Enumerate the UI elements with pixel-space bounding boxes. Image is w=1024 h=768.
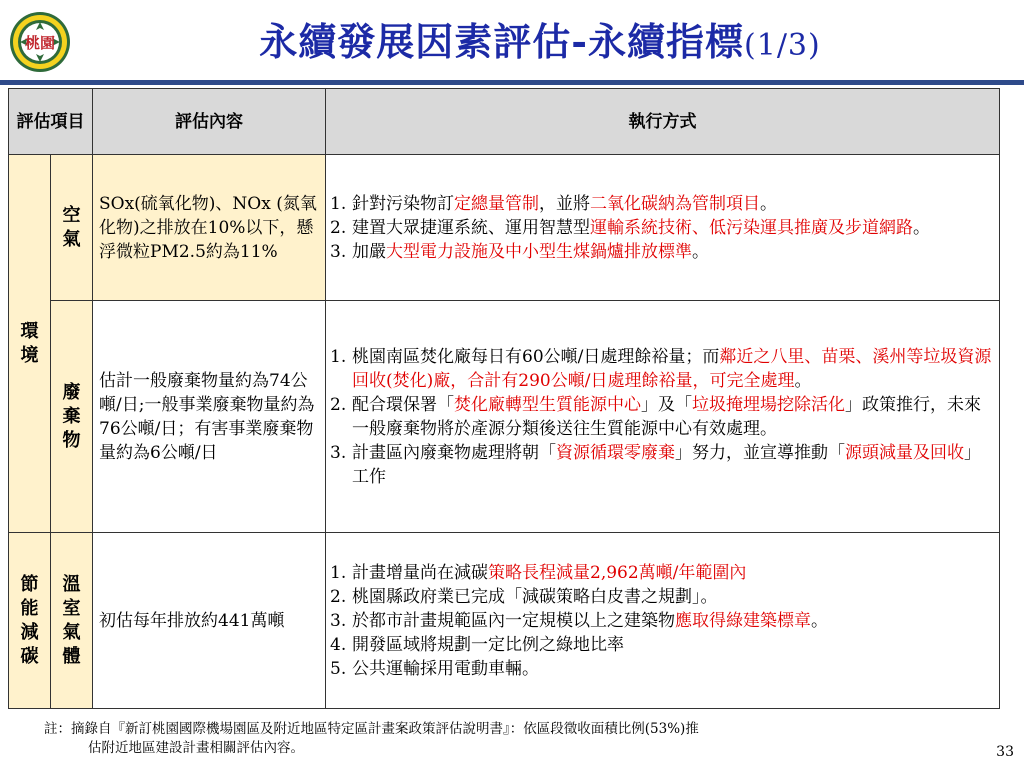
footnote-line-1: 註：摘錄自『新訂桃園國際機場園區及附近地區特定區計畫案政策評估說明書』：依區段徵收面積比例(53%)推 [44,721,699,737]
list-item-text: 。 [794,370,812,391]
header-item: 評估項目 [9,89,93,155]
list-item [330,561,995,585]
table-header-row [9,89,1000,155]
list-item [330,441,995,489]
category-char: 體 [62,645,81,667]
list-item-text: 公共運輸採用電動車輛。 [352,658,539,679]
highlighted-text: 源頭減量及回收 [845,442,964,463]
category-char: 氣 [62,621,81,643]
method-list [330,561,995,681]
category-char: 能 [20,597,39,619]
list-item-text: 桃園縣政府業已完成「減碳策略白皮書之規劃」。 [352,586,718,607]
highlighted-text: 策略長程減量2,962萬噸/年範圍內 [488,562,747,583]
category-char: 溫 [62,573,81,595]
highlighted-text: 鄰近之八里、苗栗、溪州等垃圾資源回收(焚化)廠，合計有290公噸/日處理餘裕量，可完全處理 [352,346,992,391]
title-main: 永續發展因素評估-永續指標 [259,19,745,64]
slide-title [90,14,990,70]
list-item [330,192,995,216]
list-item-number: 2. [330,217,347,238]
list-item [330,240,995,264]
category-char: 減 [20,621,39,643]
list-item-text: 。 [913,217,930,238]
list-item [330,657,995,681]
list-item-number: 1. [330,193,347,214]
page-number: 33 [996,744,1014,760]
list-item-number: 2. [330,586,347,607]
category-char: 境 [20,344,39,366]
list-item-number: 1. [330,346,347,367]
content-cell: SOx(硫氧化物)、NOx (氮氧化物)之排放在10%以下，懸浮微粒PM2.5約為11% [93,155,326,301]
highlighted-text: 定總量管制 [454,193,539,214]
list-item-text: 桃園南區焚化廠每日有60公噸/日處理餘裕量；而 [352,346,720,367]
list-item-text: 計畫增量尚在減碳 [352,562,488,583]
list-item-text: 加嚴 [352,241,386,262]
list-item-text: 配合環保署「 [352,394,454,415]
method-list [330,345,995,489]
method-cell [326,301,1000,533]
list-item-text: 」及「 [641,394,692,415]
subcategory-label [54,573,89,669]
list-item [330,345,995,393]
header-content: 評估內容 [93,89,326,155]
table-row [9,533,1000,709]
list-item-number: 4. [330,634,347,655]
category-char: 室 [62,597,81,619]
evaluation-table [8,88,1000,709]
category-energy-saving [9,533,51,709]
list-item-number: 1. [330,562,347,583]
category-char: 碳 [20,645,39,667]
list-item [330,609,995,633]
highlighted-text: 垃圾掩埋場挖除活化 [692,394,845,415]
subcategory-label [54,381,89,453]
category-environment [9,155,51,533]
taoyuan-logo-icon [8,10,72,74]
method-list [330,192,995,264]
highlighted-text: 二氧化碳納為管制項目 [590,193,760,214]
list-item-text: 。 [760,193,777,214]
content-cell: 估計一般廢棄物量約為74公噸/日;一般事業廢棄物量約為76公噸/日；有害事業廢棄物量約為6公噸/日 [93,301,326,533]
list-item [330,585,995,609]
list-item-text: 」政策推行，未來一般廢棄物將於產源分類後送往生質能源中心有效處理。 [352,394,981,439]
list-item-number: 3. [330,610,347,631]
list-item-text: 。 [811,610,828,631]
subcategory-air [51,155,93,301]
subcategory-ghg [51,533,93,709]
slide-header [0,0,1024,84]
header-rule [0,80,1024,85]
content-cell: 初估每年排放約441萬噸 [93,533,326,709]
highlighted-text: 運輸系統技術、低污染運具推廣及步道網路 [590,217,913,238]
list-item [330,216,995,240]
table-row [9,301,1000,533]
category-char: 棄 [62,405,81,427]
list-item-text: 建置大眾捷運系統、運用智慧型 [352,217,590,238]
footnote-line-2: 估附近地區建設計畫相關評估內容。 [88,740,304,756]
logo-text: 桃園 [24,34,56,52]
list-item [330,633,995,657]
list-item-text: 針對污染物訂 [352,193,454,214]
list-item-number: 2. [330,394,347,415]
title-suffix: (1/3) [744,28,821,63]
list-item-text: 於都市計畫規範區內一定規模以上之建築物 [352,610,675,631]
subcategory-waste [51,301,93,533]
highlighted-text: 應取得綠建築標章 [675,610,811,631]
list-item-number: 3. [330,241,347,262]
category-char: 氣 [62,228,81,250]
table-row [9,155,1000,301]
highlighted-text: 焚化廠轉型生質能源中心 [454,394,641,415]
list-item-text: 」工作 [352,442,981,487]
header-method: 執行方式 [326,89,1000,155]
list-item-text: 開發區域將規劃一定比例之綠地比率 [352,634,624,655]
list-item-number: 3. [330,442,347,463]
list-item-text: 」努力，並宣導推動「 [675,442,845,463]
category-label [12,320,47,368]
list-item-text: 。 [692,241,709,262]
list-item [330,393,995,441]
list-item-text: 計畫區內廢棄物處理將朝「 [352,442,556,463]
category-char: 空 [62,204,81,226]
category-char: 廢 [62,381,81,403]
subcategory-label [54,204,89,252]
list-item-text: ，並將 [539,193,590,214]
method-cell [326,533,1000,709]
category-char: 環 [20,320,39,342]
list-item-number: 5. [330,658,347,679]
category-char: 節 [20,573,39,595]
footnote [44,720,994,758]
category-label [12,573,47,669]
highlighted-text: 資源循環零廢棄 [556,442,675,463]
method-cell [326,155,1000,301]
highlighted-text: 大型電力設施及中小型生煤鍋爐排放標準 [386,241,692,262]
category-char: 物 [62,429,81,451]
